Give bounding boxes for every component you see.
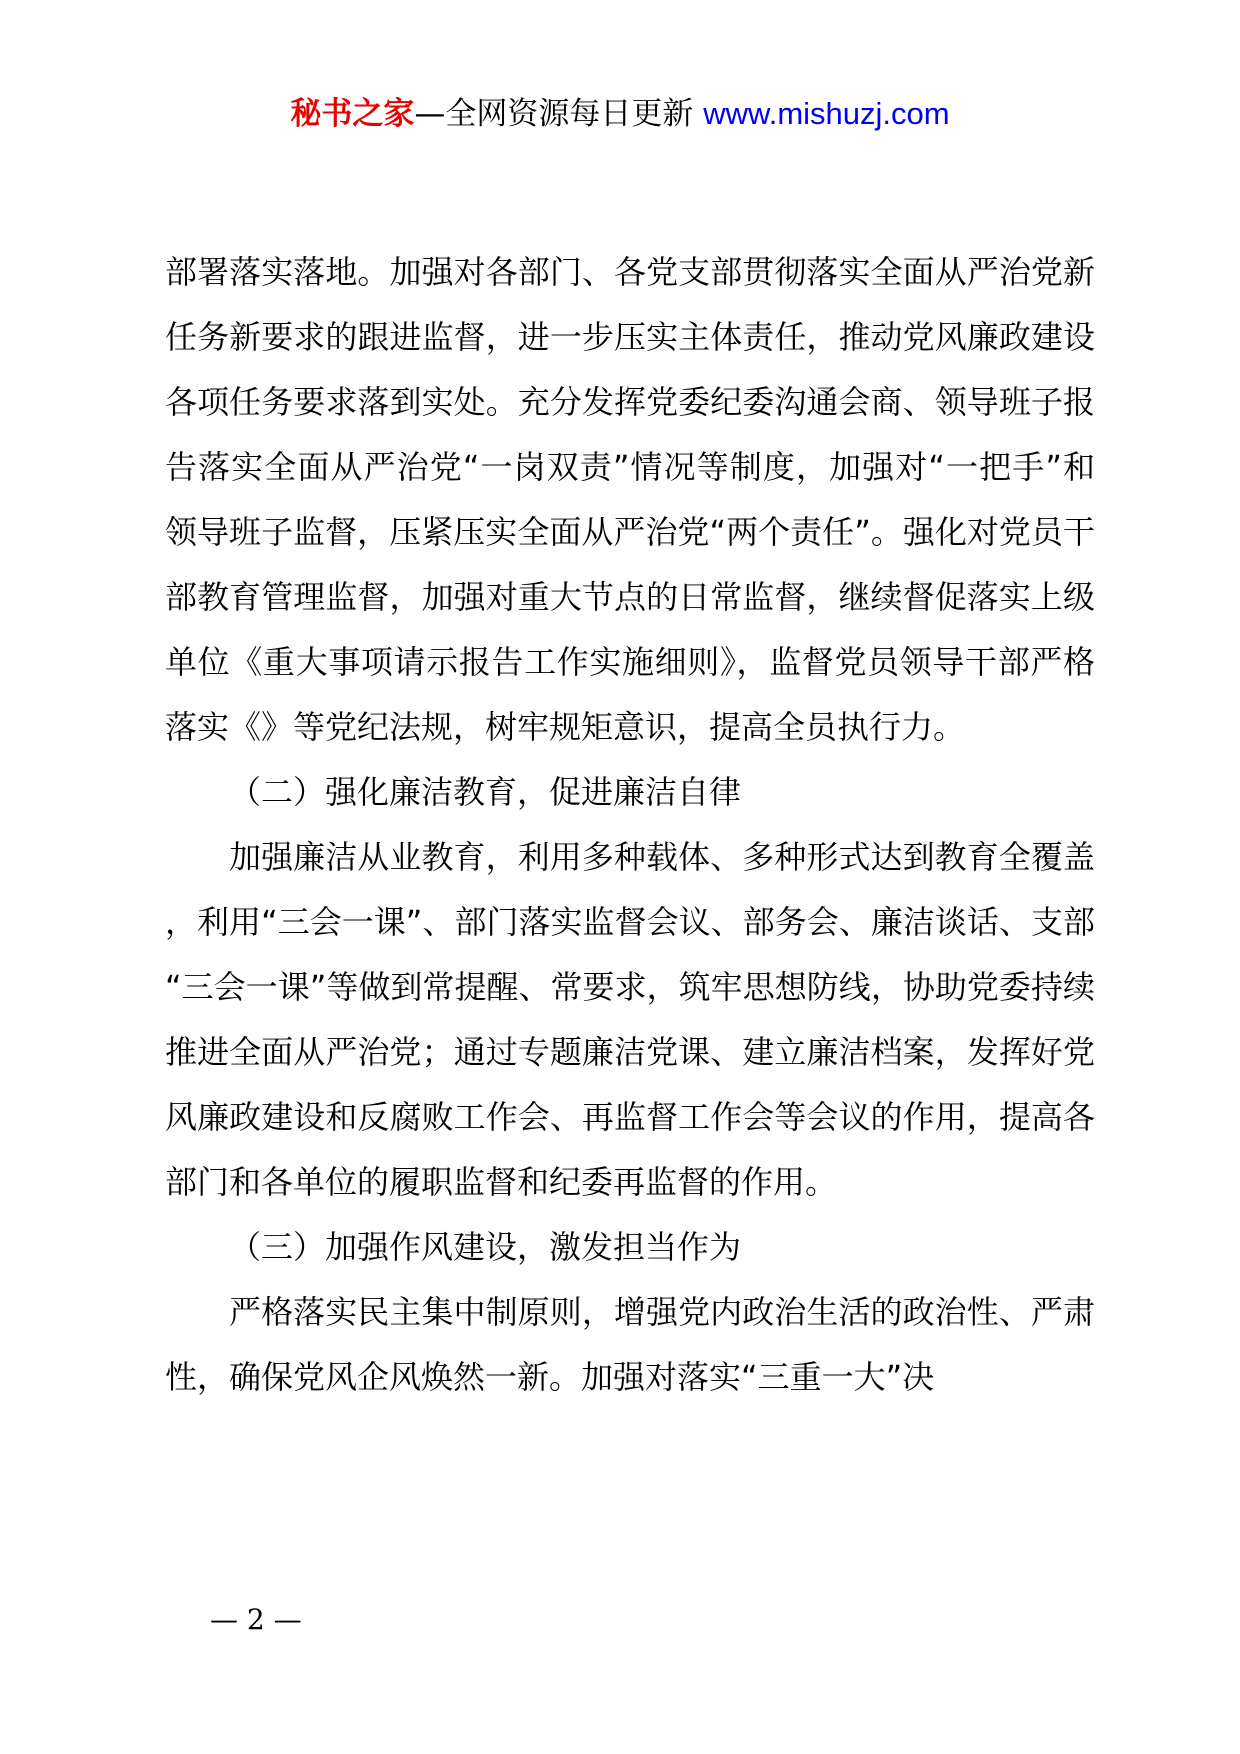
brand-name: 秘书之家 [290,96,415,132]
site-url[interactable]: www.mishuzj.com [703,96,950,131]
paragraph-3: 严格落实民主集中制原则，增强党内政治生活的政治性、严肃性，确保党风企风焕然一新。加强对落实“三重一大”决 [165,1293,1095,1396]
document-body [165,240,1095,1410]
banner-tagline: —全网资源每日更新 [414,96,704,132]
paragraph-2: 加强廉洁从业教育，利用多种载体、多种形式达到教育全覆盖，利用“三会一课”、部门落实监督会议、部务会、廉洁谈话、支部“三会一课”等做到常提醒、常要求，筑牢思想防线，协助党委持续推进全面从严治党；通过专题廉洁党课、建立廉洁档案，发挥好党风廉政建设和反腐败工作会、再监督工作会等会议的作用，提高各部门和各单位的履职监督和纪委再监督的作用。 [165,838,1095,1201]
page-number: — 2 — [210,1603,302,1636]
section-heading-2: （二）强化廉洁教育，促进廉洁自律 [229,773,742,811]
paragraph-continued: 部署落实落地。加强对各部门、各党支部贯彻落实全面从严治党新任务新要求的跟进监督，进一步压实主体责任，推动党风廉政建设各项任务要求落到实处。充分发挥党委纪委沟通会商、领导班子报告落实全面从严治党“一岗双责”情况等制度，加强对“一把手”和领导班子监督，压紧压实全面从严治党“两个责任”。强化对党员干部教育管理监督，加强对重大节点的日常监督，继续督促落实上级单位《重大事项请示报告工作实施细则》，监督党员领导干部严格落实《》等党纪法规，树牢规矩意识，提高全员执行力。 [165,253,1095,746]
section-heading-3: （三）加强作风建设，激发担当作为 [229,1228,742,1266]
site-banner [0,92,1240,136]
